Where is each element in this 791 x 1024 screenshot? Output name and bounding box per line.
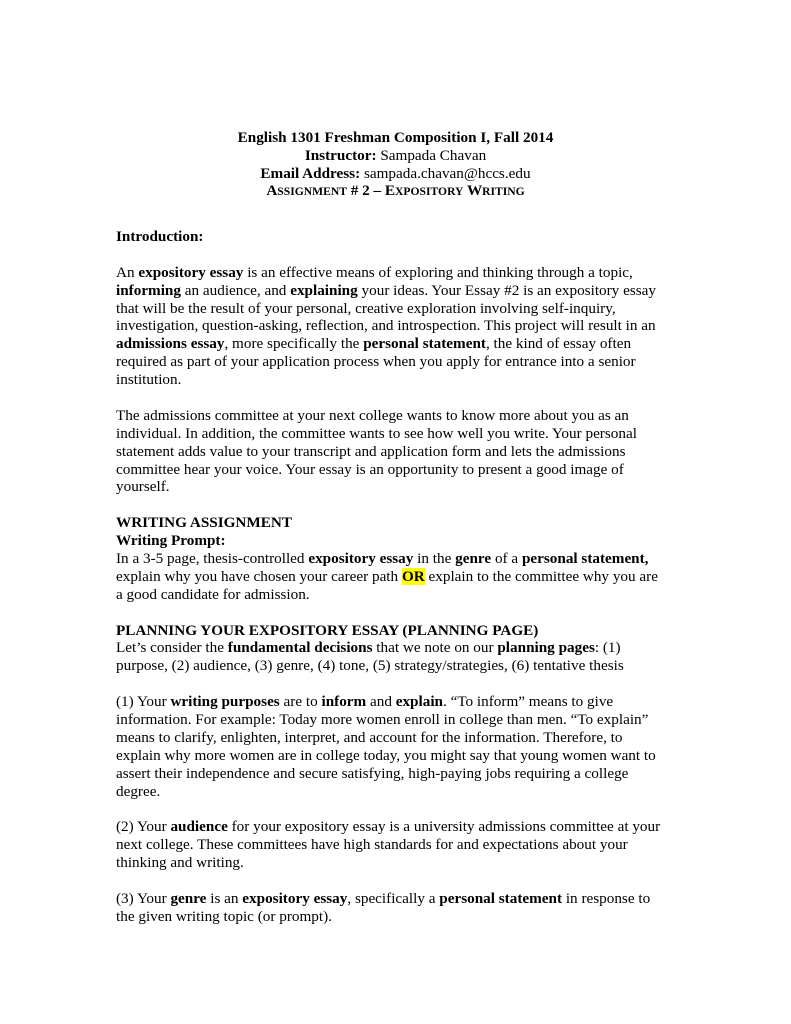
- text-line: information. For example: Today more women enroll in college than men. “To explain”: [116, 711, 649, 729]
- term-genre: genre: [455, 550, 492, 568]
- email-label: Email Address:: [260, 164, 361, 182]
- text-run: (1) Your: [116, 693, 171, 711]
- text-run: in response to: [562, 889, 651, 907]
- text-run: explain why you have chosen your career path: [116, 567, 402, 585]
- text-run: is an: [206, 889, 243, 907]
- term-personal-statement: personal statement: [439, 889, 563, 907]
- text-line: required as part of your application process when you apply for entrance into a senior: [116, 353, 636, 371]
- document-body: [116, 228, 676, 926]
- planning-heading: PLANNING YOUR EXPOSITORY ESSAY (PLANNING PAGE): [116, 621, 539, 639]
- term-explain: explain: [395, 693, 443, 711]
- term-personal-statement: personal statement,: [521, 550, 649, 568]
- introduction-heading: Introduction:: [116, 228, 204, 245]
- writing-assignment-heading: WRITING ASSIGNMENT: [116, 514, 292, 532]
- term-expository-essay: expository essay: [138, 263, 244, 281]
- text-run: your ideas. Your Essay #2 is an expository essay: [357, 281, 656, 299]
- term-admissions-essay: admissions essay: [116, 335, 225, 353]
- text-run: for your expository essay is a university admissions committee at your: [227, 818, 661, 836]
- text-run: , more specifically the: [224, 335, 364, 353]
- text-run: Let’s consider the: [116, 639, 228, 657]
- writing-prompt-heading: Writing Prompt:: [116, 532, 226, 550]
- text-line: investigation, question-asking, reflection, and introspection. This project will result in an: [116, 317, 656, 335]
- item-2-audience: [116, 818, 676, 872]
- text-run: : (1): [594, 639, 621, 657]
- text-line: a good candidate for admission.: [116, 585, 310, 603]
- text-run: In a 3-5 page, thesis-controlled: [116, 550, 309, 568]
- text-line: the given writing topic (or prompt).: [116, 907, 332, 925]
- text-run: , the kind of essay often: [485, 335, 632, 353]
- item-1-purposes: [116, 693, 676, 800]
- introduction-paragraph-1: [116, 264, 676, 389]
- text-line: assert their independence and secure satisfying, high-paying jobs requiring a college: [116, 764, 629, 782]
- item-3-genre: [116, 890, 676, 926]
- text-line: that will be the result of your personal, creative exploration involving self-inquiry,: [116, 299, 616, 317]
- planning-section: [116, 622, 676, 676]
- highlighted-or: OR: [401, 567, 425, 585]
- text-run: (3) Your: [116, 889, 171, 907]
- introduction-paragraph-2: [116, 407, 676, 496]
- email-value: sampada.chavan@hccs.edu: [360, 164, 531, 182]
- text-run: . “To inform” means to give: [442, 693, 614, 711]
- text-run: that we note on our: [372, 639, 498, 657]
- text-line: committee hear your voice. Your essay is an opportunity to present a good image of: [116, 460, 624, 478]
- text-run: (2) Your: [116, 818, 171, 836]
- term-expository-essay: expository essay: [242, 889, 348, 907]
- text-run: are to: [279, 693, 322, 711]
- text-line: The admissions committee at your next college wants to know more about you as an: [116, 406, 629, 424]
- text-run: , specifically a: [347, 889, 440, 907]
- term-planning-pages: planning pages: [497, 639, 595, 657]
- term-fundamental-decisions: fundamental decisions: [227, 639, 373, 657]
- term-expository-essay: expository essay: [308, 550, 414, 568]
- instructor-name: Sampada Chavan: [376, 146, 487, 164]
- text-line: purpose, (2) audience, (3) genre, (4) tone, (5) strategy/strategies, (6) tentative thesis: [116, 657, 624, 675]
- text-line: yourself.: [116, 478, 170, 496]
- document-header: [0, 129, 791, 201]
- term-personal-statement: personal statement: [363, 335, 486, 353]
- writing-assignment-section: [116, 514, 676, 603]
- text-line: institution.: [116, 371, 182, 389]
- text-line: next college. These committees have high standards for and expectations about your: [116, 836, 628, 854]
- text-line: means to clarify, enlighten, interpret, and account for the information. Therefore, to: [116, 728, 623, 746]
- course-title: English 1301 Freshman Composition I, Fall 2014: [237, 129, 554, 146]
- text-line: degree.: [116, 782, 161, 800]
- text-run: in the: [413, 550, 456, 568]
- term-writing-purposes: writing purposes: [170, 693, 280, 711]
- text-run: An: [116, 263, 139, 281]
- email-line: [0, 165, 791, 183]
- text-run: is an effective means of exploring and thinking through a topic,: [243, 263, 633, 281]
- text-run: an audience, and: [180, 281, 291, 299]
- instructor-line: [0, 147, 791, 165]
- text-line: statement adds value to your transcript and application form and lets the admissions: [116, 442, 626, 460]
- assignment-title: ASSIGNMENT # 2 – EXPOSITORY WRITING: [266, 182, 525, 200]
- term-audience: audience: [170, 818, 228, 836]
- term-explaining: explaining: [290, 281, 358, 299]
- term-informing: informing: [116, 281, 181, 299]
- text-line: individual. In addition, the committee wants to see how well you write. Your personal: [116, 424, 637, 442]
- text-line: thinking and writing.: [116, 854, 244, 872]
- text-run: of a: [491, 550, 522, 568]
- text-run: explain to the committee why you are: [424, 567, 658, 585]
- text-run: and: [366, 693, 396, 711]
- text-line: explain why more women are in college today, you might say that young women want to: [116, 746, 656, 764]
- term-inform: inform: [321, 693, 367, 711]
- instructor-label: Instructor:: [304, 146, 377, 164]
- term-genre: genre: [170, 889, 207, 907]
